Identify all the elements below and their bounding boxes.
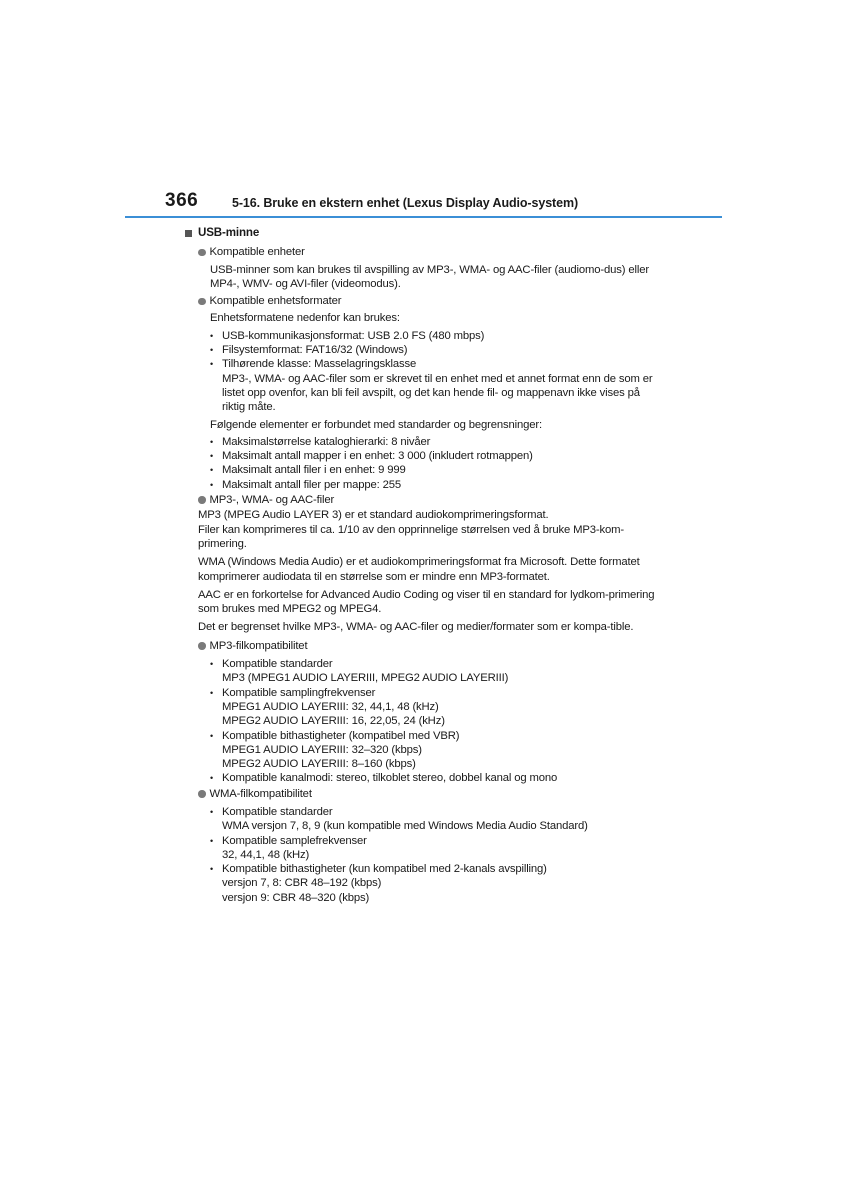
page-content: [185, 226, 665, 905]
section-title: USB-minne: [198, 226, 260, 239]
list-item: • Kompatible bithastigheter (kompatibel med VBR) MPEG1 AUDIO LAYERIII: 32–320 (kbps) MPEG2 AUDIO LAYERIII: 8–160 (kbps): [210, 729, 460, 771]
page-number: 366: [165, 190, 199, 211]
list-item: • Kompatible bithastigheter (kun kompatibel med 2-kanals avspilling) versjon 7, 8: CBR 48–192 (kbps) versjon 9: CBR 48–320 (kbps): [210, 863, 547, 904]
section-heading: [185, 226, 665, 240]
list-item: • Maksimalt antall filer i en enhet: 9 999: [210, 464, 406, 477]
circle-bullet-icon: [198, 642, 206, 650]
class-note: MP3-, WMA- og AAC-filer som er skrevet til en enhet med et annet format enn de som er listet opp ovenfor, kan bli feil avspilt, og det kan hende fil- og mappenavn ikke vises på riktig måte.: [222, 372, 653, 414]
limits-intro: Følgende elementer er forbundet med standarder og begrensninger:: [210, 418, 543, 431]
formats-intro: Enhetsformatene nedenfor kan brukes:: [210, 312, 400, 325]
subheading-compatible-devices: [198, 245, 665, 259]
subheading-label: WMA-filkompatibilitet: [209, 787, 312, 800]
wma-list: [210, 805, 665, 905]
chapter-title: 5-16. Bruke en ekstern enhet (Lexus Display Audio-system): [232, 196, 579, 210]
list-item: • USB-kommunikasjonsformat: USB 2.0 FS (480 mbps): [210, 329, 485, 342]
list-item: • Kompatible samplefrekvenser 32, 44,1, 48 (kHz): [210, 834, 367, 861]
subheading-label: MP3-filkompatibilitet: [209, 639, 308, 652]
list-item: • Kompatible standarder MP3 (MPEG1 AUDIO LAYERIII, MPEG2 AUDIO LAYERIII): [210, 658, 509, 685]
circle-bullet-icon: [198, 496, 206, 504]
subheading-label: Kompatible enheter: [209, 246, 305, 259]
list-item: • Kompatible samplingfrekvenser MPEG1 AUDIO LAYERIII: 32, 44,1, 48 (kHz) MPEG2 AUDIO LAYERIII: 16, 22,05, 24 (kHz): [210, 686, 445, 728]
compatible-devices-text: USB-minner som kan brukes til avspilling av MP3-, WMA- og AAC-filer (audiomo-dus) eller MP4-, WMV- og AVI-filer (videomodus).: [210, 263, 649, 290]
header-rule: [125, 216, 722, 218]
subheading-label: MP3-, WMA- og AAC-filer: [209, 494, 335, 507]
limits-list: [210, 435, 665, 492]
list-item: • Maksimalt antall filer per mappe: 255: [210, 478, 402, 491]
circle-bullet-icon: [198, 790, 206, 798]
formats-list: [210, 329, 665, 415]
circle-bullet-icon: [198, 298, 206, 306]
list-item: • Maksimalstørrelse kataloghierarki: 8 nivåer: [210, 435, 431, 448]
files-paragraph-4: Det er begrenset hvilke MP3-, WMA- og AAC-filer og medier/formater som er kompa-tible.: [198, 621, 634, 634]
files-paragraph-2: WMA (Windows Media Audio) er et audiokomprimeringsformat fra Microsoft. Dette formatet komprimerer audiodata til en størrelse som er mindre enn MP3-formatet.: [198, 556, 640, 583]
subheading-wma: [198, 787, 665, 801]
list-item: • Tilhørende klasse: Masselagringsklasse MP3-, WMA- og AAC-filer som er skrevet til en enhet med et annet format enn de som er listet opp ovenfor, kan bli feil avspilt, og det kan hende fil- og mappenavn ikke vises på riktig måte.: [210, 357, 665, 414]
subheading-compatible-formats: [198, 294, 665, 308]
mp3-list: [210, 657, 665, 786]
subheading-label: Kompatible enhetsformater: [209, 295, 342, 308]
square-bullet-icon: [185, 230, 192, 237]
subheading-mp3: [198, 639, 665, 653]
list-item: • Kompatible kanalmodi: stereo, tilkoblet stereo, dobbel kanal og mono: [210, 772, 558, 785]
list-item: • Filsystemformat: FAT16/32 (Windows): [210, 344, 408, 357]
files-paragraph-3: AAC er en forkortelse for Advanced Audio Coding og viser til en standard for lydkom-primering som brukes med MPEG2 og MPEG4.: [198, 588, 655, 616]
subheading-files: [198, 493, 665, 507]
circle-bullet-icon: [198, 249, 206, 257]
list-item: • Kompatible standarder WMA versjon 7, 8, 9 (kun kompatible med Windows Media Audio Standard): [210, 805, 588, 833]
list-item: • Maksimalt antall mapper i en enhet: 3 000 (inkludert rotmappen): [210, 450, 533, 463]
files-paragraph-1: MP3 (MPEG Audio LAYER 3) er et standard audiokomprimeringsformat. Filer kan komprimeres til ca. 1/10 av den opprinnelige størrelsen ved å bruke MP3-kom-primering.: [198, 509, 624, 550]
